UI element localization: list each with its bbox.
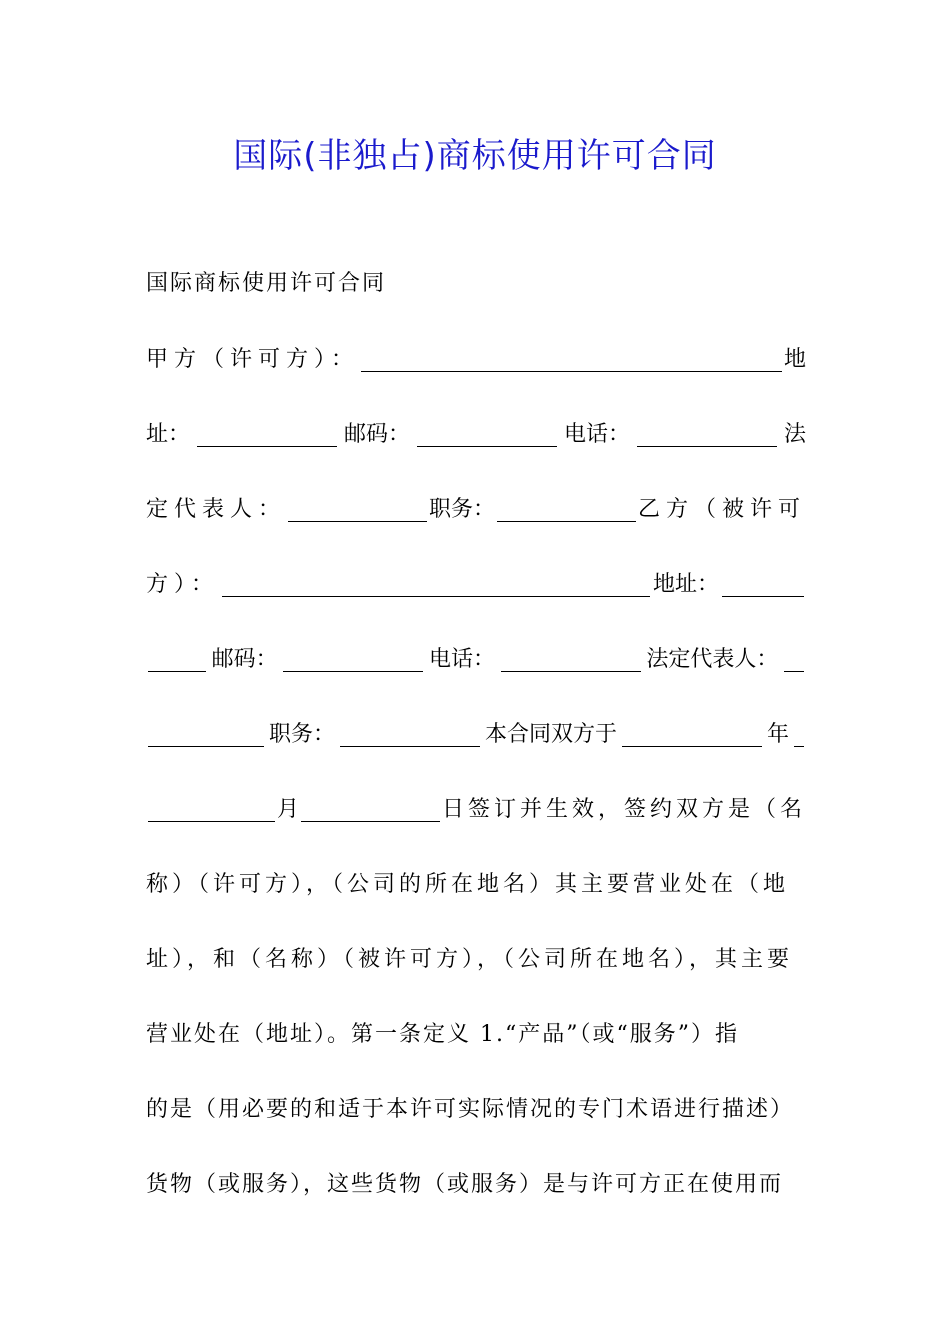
body-text-5: 货物（或服务），这些货物（或服务）是与许可方正在使用而 xyxy=(146,1172,784,1197)
body-text-3: 营业处在（地址）。第一条定义 1.“产品”（或“服务”）指 xyxy=(146,1022,739,1047)
contract-subtitle xyxy=(146,264,806,304)
address-blank xyxy=(197,424,337,447)
text-line-11 xyxy=(146,1090,806,1130)
text-line-10 xyxy=(146,1015,806,1055)
position-blank xyxy=(497,499,636,522)
party-b-postcode-label: 邮码： xyxy=(211,647,278,672)
address-label-end: 址： xyxy=(146,422,191,447)
legal-rep-label: 定代表人： xyxy=(146,497,287,522)
legal-rep-blank xyxy=(288,499,427,522)
month-label: 月 xyxy=(277,797,300,822)
party-b-position-blank xyxy=(340,724,480,747)
party-b-blank xyxy=(222,574,650,597)
text-line-9 xyxy=(146,940,806,980)
postcode-label: 邮码： xyxy=(343,422,410,447)
text-line-12 xyxy=(146,1165,806,1205)
text-line-7 xyxy=(146,790,806,830)
party-b-legal-rep-blank xyxy=(784,649,804,672)
phone-label: 电话： xyxy=(563,422,630,447)
month-blank xyxy=(148,799,275,822)
effective-text: 日签订并生效，签约双方是（名 xyxy=(441,797,806,822)
party-b-postcode-blank xyxy=(283,649,423,672)
year-label: 年 xyxy=(766,722,789,747)
text-line-5 xyxy=(146,640,806,680)
address-label-part: 地 xyxy=(783,347,806,372)
party-b-address-label: 地址： xyxy=(652,572,719,597)
body-text-4: 的是（用必要的和适于本许可实际情况的专门术语进行描述） xyxy=(146,1097,795,1122)
party-b-legal-rep-label: 法定代表人： xyxy=(646,647,779,672)
position-label: 职务： xyxy=(428,497,495,522)
year-blank xyxy=(622,724,762,747)
body-text-2: 址），和（名称）（被许可方），（公司所在地名），其主要 xyxy=(146,947,794,972)
text-line-6 xyxy=(146,715,806,755)
party-b-phone-blank xyxy=(501,649,641,672)
text-line-8 xyxy=(146,865,806,905)
party-b-legal-rep-blank-cont xyxy=(148,724,264,747)
party-b-label-end: 方）： xyxy=(146,572,220,597)
body-text-1: 称）（许可方），（公司的所在地名）其主要营业处在（地 xyxy=(146,872,790,897)
phone-blank xyxy=(637,424,777,447)
text-line-4 xyxy=(146,565,806,605)
postcode-blank xyxy=(417,424,557,447)
document-title: 国际(非独占)商标使用许可合同 xyxy=(233,136,717,176)
signing-date-label: 本合同双方于 xyxy=(484,722,617,747)
party-b-phone-label: 电话： xyxy=(428,647,495,672)
party-a-label: 甲方（许可方）： xyxy=(146,347,360,372)
text-line-3 xyxy=(146,490,806,530)
party-b-label: 乙方（被许可 xyxy=(637,497,806,522)
day-blank xyxy=(301,799,440,822)
party-b-position-label: 职务： xyxy=(268,722,335,747)
party-a-blank xyxy=(361,349,782,372)
text-line-1 xyxy=(146,340,806,380)
text-line-2 xyxy=(146,415,806,455)
party-b-address-blank xyxy=(722,574,804,597)
party-b-address-blank-cont xyxy=(148,649,206,672)
month-blank-start xyxy=(794,724,804,747)
subtitle-text: 国际商标使用许可合同 xyxy=(146,271,387,296)
legal-label-part: 法 xyxy=(783,422,806,447)
